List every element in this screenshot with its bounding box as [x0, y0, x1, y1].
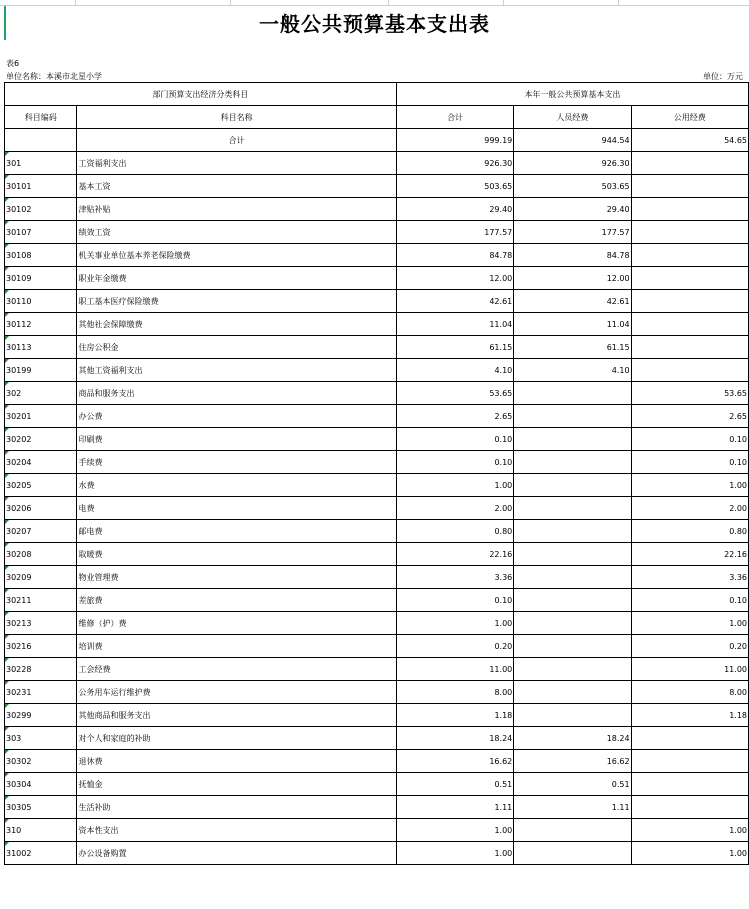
- row-public: 0.10: [631, 589, 748, 612]
- row-total: 4.10: [396, 359, 513, 382]
- row-name: 其他工资福利支出: [77, 359, 396, 382]
- table-row: [5, 842, 749, 865]
- table-row: [5, 175, 749, 198]
- row-total: 11.04: [396, 313, 513, 336]
- row-personnel: [514, 520, 631, 543]
- row-total: 11.00: [396, 658, 513, 681]
- table-row: [5, 290, 749, 313]
- row-public: 53.65: [631, 382, 748, 405]
- row-total: 503.65: [396, 175, 513, 198]
- row-total: 61.15: [396, 336, 513, 359]
- row-personnel: 11.04: [514, 313, 631, 336]
- row-total: 53.65: [396, 382, 513, 405]
- row-personnel: 61.15: [514, 336, 631, 359]
- row-code: 30102: [5, 198, 77, 221]
- table-row: [5, 796, 749, 819]
- row-public: 0.10: [631, 428, 748, 451]
- unit-name: 单位名称：本溪市北星小学: [6, 72, 102, 81]
- table-row: [5, 382, 749, 405]
- table-row: [5, 428, 749, 451]
- row-total: 0.10: [396, 428, 513, 451]
- row-public: [631, 773, 748, 796]
- header-name: 科目名称: [77, 106, 396, 129]
- row-public: [631, 750, 748, 773]
- row-personnel: [514, 428, 631, 451]
- row-personnel: [514, 405, 631, 428]
- row-public: 2.00: [631, 497, 748, 520]
- table-row: [5, 727, 749, 750]
- row-total: 12.00: [396, 267, 513, 290]
- total-total: 999.19: [396, 129, 513, 152]
- row-public: [631, 198, 748, 221]
- row-personnel: [514, 681, 631, 704]
- row-public: 0.20: [631, 635, 748, 658]
- row-name: 差旅费: [77, 589, 396, 612]
- row-total: 0.10: [396, 589, 513, 612]
- row-personnel: [514, 589, 631, 612]
- unit-label: 单位：万元: [703, 72, 743, 81]
- row-name: 职工基本医疗保险缴费: [77, 290, 396, 313]
- row-name: 绩效工资: [77, 221, 396, 244]
- column-header-strip: [0, 0, 749, 6]
- table-number: 表6: [6, 59, 20, 68]
- row-code: 30107: [5, 221, 77, 244]
- row-name: 生活补助: [77, 796, 396, 819]
- row-total: 1.00: [396, 612, 513, 635]
- header-group-right: 本年一般公共预算基本支出: [396, 83, 748, 106]
- row-total: 29.40: [396, 198, 513, 221]
- row-name: 资本性支出: [77, 819, 396, 842]
- row-name: 基本工资: [77, 175, 396, 198]
- row-total: 1.00: [396, 842, 513, 865]
- total-personnel: 944.54: [514, 129, 631, 152]
- row-total: 22.16: [396, 543, 513, 566]
- row-name: 对个人和家庭的补助: [77, 727, 396, 750]
- row-public: 1.00: [631, 842, 748, 865]
- table-row: [5, 681, 749, 704]
- row-code: 30231: [5, 681, 77, 704]
- row-name: 机关事业单位基本养老保险缴费: [77, 244, 396, 267]
- row-personnel: 16.62: [514, 750, 631, 773]
- row-code: 30207: [5, 520, 77, 543]
- table-row: [5, 405, 749, 428]
- row-personnel: [514, 451, 631, 474]
- table-row: [5, 819, 749, 842]
- row-public: 8.00: [631, 681, 748, 704]
- row-total: 0.10: [396, 451, 513, 474]
- row-code: 30108: [5, 244, 77, 267]
- row-code: 30109: [5, 267, 77, 290]
- row-name: 电费: [77, 497, 396, 520]
- row-name: 物业管理费: [77, 566, 396, 589]
- total-label: 合计: [77, 129, 396, 152]
- row-personnel: 0.51: [514, 773, 631, 796]
- budget-table: [4, 82, 749, 865]
- header-personnel: 人员经费: [514, 106, 631, 129]
- table-row: [5, 520, 749, 543]
- row-public: [631, 359, 748, 382]
- table-row: [5, 635, 749, 658]
- row-name: 工会经费: [77, 658, 396, 681]
- row-total: 2.65: [396, 405, 513, 428]
- row-code: 30205: [5, 474, 77, 497]
- table-row: [5, 336, 749, 359]
- row-code: 30201: [5, 405, 77, 428]
- row-public: 22.16: [631, 543, 748, 566]
- table-row: [5, 750, 749, 773]
- row-name: 维修（护）费: [77, 612, 396, 635]
- table-row: [5, 474, 749, 497]
- row-name: 手续费: [77, 451, 396, 474]
- row-code: 30112: [5, 313, 77, 336]
- row-public: 1.18: [631, 704, 748, 727]
- table-row: [5, 773, 749, 796]
- row-public: 3.36: [631, 566, 748, 589]
- table-row: [5, 612, 749, 635]
- row-name: 公务用车运行维护费: [77, 681, 396, 704]
- row-name: 办公费: [77, 405, 396, 428]
- table-row: [5, 267, 749, 290]
- row-public: [631, 290, 748, 313]
- row-personnel: [514, 635, 631, 658]
- row-public: [631, 796, 748, 819]
- row-personnel: 29.40: [514, 198, 631, 221]
- table-row: [5, 658, 749, 681]
- row-personnel: 12.00: [514, 267, 631, 290]
- row-personnel: [514, 658, 631, 681]
- row-personnel: [514, 842, 631, 865]
- row-public: [631, 244, 748, 267]
- table-row: [5, 221, 749, 244]
- row-code: 30299: [5, 704, 77, 727]
- row-code: 302: [5, 382, 77, 405]
- row-code: 31002: [5, 842, 77, 865]
- row-code: 30110: [5, 290, 77, 313]
- row-name: 办公设备购置: [77, 842, 396, 865]
- row-code: 30216: [5, 635, 77, 658]
- table-row: [5, 497, 749, 520]
- table-row: [5, 451, 749, 474]
- row-name: 培训费: [77, 635, 396, 658]
- row-public: 1.00: [631, 819, 748, 842]
- row-personnel: 177.57: [514, 221, 631, 244]
- row-code: 301: [5, 152, 77, 175]
- row-name: 邮电费: [77, 520, 396, 543]
- header-row-group: [5, 83, 749, 106]
- row-personnel: [514, 566, 631, 589]
- row-total: 0.51: [396, 773, 513, 796]
- row-code: 30305: [5, 796, 77, 819]
- row-public: 1.00: [631, 612, 748, 635]
- row-personnel: 1.11: [514, 796, 631, 819]
- row-public: 11.00: [631, 658, 748, 681]
- table-row: [5, 589, 749, 612]
- row-public: [631, 267, 748, 290]
- row-total: 0.20: [396, 635, 513, 658]
- row-personnel: 84.78: [514, 244, 631, 267]
- row-total: 1.00: [396, 819, 513, 842]
- row-code: 303: [5, 727, 77, 750]
- row-code: 30302: [5, 750, 77, 773]
- row-total: 1.00: [396, 474, 513, 497]
- row-personnel: 42.61: [514, 290, 631, 313]
- table-row: [5, 704, 749, 727]
- row-personnel: 503.65: [514, 175, 631, 198]
- row-code: 30208: [5, 543, 77, 566]
- row-name: 津贴补贴: [77, 198, 396, 221]
- row-code: 30206: [5, 497, 77, 520]
- row-code: 30113: [5, 336, 77, 359]
- row-total: 84.78: [396, 244, 513, 267]
- row-total: 2.00: [396, 497, 513, 520]
- table-row: [5, 566, 749, 589]
- row-name: 水费: [77, 474, 396, 497]
- row-total: 8.00: [396, 681, 513, 704]
- row-public: [631, 313, 748, 336]
- total-public: 54.65: [631, 129, 748, 152]
- table-row: [5, 543, 749, 566]
- table-row: [5, 313, 749, 336]
- page-title: 一般公共预算基本支出表: [259, 12, 490, 36]
- row-total: 16.62: [396, 750, 513, 773]
- row-public: 0.10: [631, 451, 748, 474]
- row-personnel: [514, 612, 631, 635]
- row-total: 1.18: [396, 704, 513, 727]
- row-code: 30101: [5, 175, 77, 198]
- row-name: 商品和服务支出: [77, 382, 396, 405]
- row-personnel: [514, 497, 631, 520]
- row-total: 926.30: [396, 152, 513, 175]
- row-code: 30204: [5, 451, 77, 474]
- header-code: 科目编码: [5, 106, 77, 129]
- row-code: 30209: [5, 566, 77, 589]
- table-row: [5, 244, 749, 267]
- row-code: 30213: [5, 612, 77, 635]
- row-code: 30211: [5, 589, 77, 612]
- row-personnel: [514, 474, 631, 497]
- row-name: 抚恤金: [77, 773, 396, 796]
- row-name: 其他商品和服务支出: [77, 704, 396, 727]
- row-public: 2.65: [631, 405, 748, 428]
- row-personnel: [514, 543, 631, 566]
- row-name: 印刷费: [77, 428, 396, 451]
- row-total: 177.57: [396, 221, 513, 244]
- header-total: 合计: [396, 106, 513, 129]
- row-total: 3.36: [396, 566, 513, 589]
- row-name: 工资福利支出: [77, 152, 396, 175]
- row-code: 30202: [5, 428, 77, 451]
- row-public: [631, 175, 748, 198]
- table-row: [5, 359, 749, 382]
- total-code-cell: [5, 129, 77, 152]
- row-total: 1.11: [396, 796, 513, 819]
- header-row-columns: [5, 106, 749, 129]
- row-public: [631, 727, 748, 750]
- header-group-left: 部门预算支出经济分类科目: [5, 83, 397, 106]
- row-total: 42.61: [396, 290, 513, 313]
- row-code: 310: [5, 819, 77, 842]
- row-personnel: [514, 819, 631, 842]
- row-total: 18.24: [396, 727, 513, 750]
- table-row: [5, 198, 749, 221]
- row-code: 30228: [5, 658, 77, 681]
- row-personnel: 4.10: [514, 359, 631, 382]
- row-total: 0.80: [396, 520, 513, 543]
- row-personnel: [514, 704, 631, 727]
- row-name: 职业年金缴费: [77, 267, 396, 290]
- row-name: 退休费: [77, 750, 396, 773]
- total-row: [5, 129, 749, 152]
- row-public: [631, 336, 748, 359]
- row-personnel: [514, 382, 631, 405]
- row-public: [631, 152, 748, 175]
- row-name: 住房公积金: [77, 336, 396, 359]
- row-personnel: 18.24: [514, 727, 631, 750]
- row-code: 30304: [5, 773, 77, 796]
- row-name: 其他社会保障缴费: [77, 313, 396, 336]
- header-public: 公用经费: [631, 106, 748, 129]
- table-row: [5, 152, 749, 175]
- row-public: [631, 221, 748, 244]
- row-public: 0.80: [631, 520, 748, 543]
- row-code: 30199: [5, 359, 77, 382]
- row-personnel: 926.30: [514, 152, 631, 175]
- row-name: 取暖费: [77, 543, 396, 566]
- row-public: 1.00: [631, 474, 748, 497]
